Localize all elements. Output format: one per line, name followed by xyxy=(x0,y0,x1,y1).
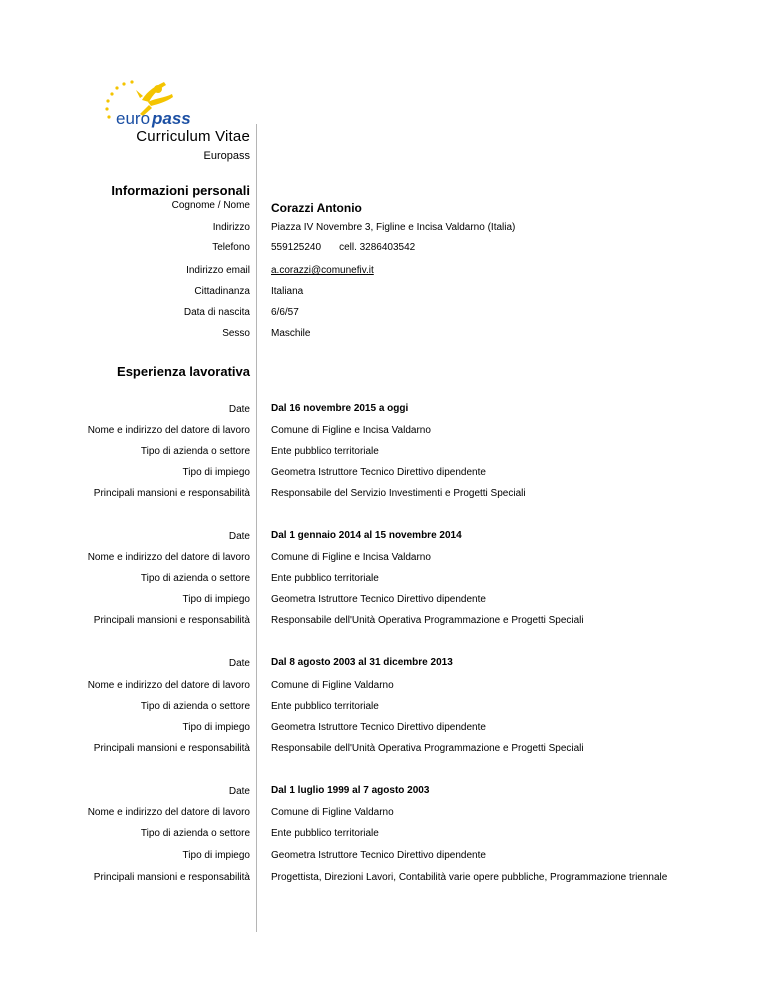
logo-wordmark-euro: euro xyxy=(116,109,151,128)
value-sex: Maschile xyxy=(271,328,311,339)
value-date: Dal 8 agosto 2003 al 31 dicembre 2013 xyxy=(271,657,453,668)
value-duties: Responsabile del Servizio Investimenti e Progetti Speciali xyxy=(271,488,526,499)
label-job-type: Tipo di impiego xyxy=(182,594,250,605)
value-citizenship: Italiana xyxy=(271,286,304,297)
label-employer: Nome e indirizzo del datore di lavoro xyxy=(87,807,250,818)
label-email: Indirizzo email xyxy=(186,265,250,276)
label-address: Indirizzo xyxy=(212,222,250,233)
label-birth: Data di nascita xyxy=(183,307,250,318)
email-link[interactable]: a.corazzi@comunefiv.it xyxy=(271,265,374,276)
label-date: Date xyxy=(228,786,250,797)
label-sector: Tipo di azienda o settore xyxy=(140,446,250,457)
section-title-experience: Esperienza lavorativa xyxy=(117,364,250,379)
value-phone xyxy=(271,242,415,253)
label-phone: Telefono xyxy=(212,242,250,253)
label-duties: Principali mansioni e responsabilità xyxy=(93,743,250,754)
europass-logo-graphic xyxy=(96,72,206,132)
label-date: Date xyxy=(228,404,250,415)
value-address: Piazza IV Novembre 3, Figline e Incisa Valdarno (Italia) xyxy=(271,222,516,233)
label-job-type: Tipo di impiego xyxy=(182,722,250,733)
label-job-type: Tipo di impiego xyxy=(182,850,250,861)
value-duties: Responsabile dell'Unità Operativa Programmazione e Progetti Speciali xyxy=(271,615,584,626)
value-birth: 6/6/57 xyxy=(271,307,299,318)
label-sex: Sesso xyxy=(222,328,250,339)
label-employer: Nome e indirizzo del datore di lavoro xyxy=(87,425,250,436)
value-employer: Comune di Figline Valdarno xyxy=(271,807,394,818)
label-duties: Principali mansioni e responsabilità xyxy=(93,872,250,883)
label-employer: Nome e indirizzo del datore di lavoro xyxy=(87,680,250,691)
europass-logo xyxy=(96,72,206,132)
label-name: Cognome / Nome xyxy=(171,200,250,211)
cv-title: Curriculum Vitae xyxy=(136,128,250,145)
value-job-type: Geometra Istruttore Tecnico Direttivo dipendente xyxy=(271,850,486,861)
label-citizenship: Cittadinanza xyxy=(194,286,250,297)
label-employer: Nome e indirizzo del datore di lavoro xyxy=(87,552,250,563)
value-employer: Comune di Figline e Incisa Valdarno xyxy=(271,425,431,436)
value-date: Dal 1 luglio 1999 al 7 agosto 2003 xyxy=(271,785,430,796)
label-date: Date xyxy=(228,658,250,669)
label-date: Date xyxy=(228,531,250,542)
value-sector: Ente pubblico territoriale xyxy=(271,701,379,712)
value-job-type: Geometra Istruttore Tecnico Direttivo dipendente xyxy=(271,722,486,733)
value-duties: Responsabile dell'Unità Operativa Programmazione e Progetti Speciali xyxy=(271,743,584,754)
label-duties: Principali mansioni e responsabilità xyxy=(93,615,250,626)
phone-number: 559125240 xyxy=(271,242,322,253)
mobile-number: cell. 3286403542 xyxy=(339,242,416,253)
label-job-type: Tipo di impiego xyxy=(182,467,250,478)
label-sector: Tipo di azienda o settore xyxy=(140,573,250,584)
value-job-type: Geometra Istruttore Tecnico Direttivo dipendente xyxy=(271,594,486,605)
value-sector: Ente pubblico territoriale xyxy=(271,573,379,584)
value-date: Dal 1 gennaio 2014 al 15 novembre 2014 xyxy=(271,530,462,541)
cv-subtitle: Europass xyxy=(203,150,250,162)
section-title-personal: Informazioni personali xyxy=(111,183,250,198)
label-duties: Principali mansioni e responsabilità xyxy=(93,488,250,499)
value-sector: Ente pubblico territoriale xyxy=(271,828,379,839)
value-employer: Comune di Figline e Incisa Valdarno xyxy=(271,552,431,563)
column-divider xyxy=(256,124,257,932)
value-job-type: Geometra Istruttore Tecnico Direttivo dipendente xyxy=(271,467,486,478)
value-email xyxy=(271,265,374,276)
value-sector: Ente pubblico territoriale xyxy=(271,446,379,457)
label-sector: Tipo di azienda o settore xyxy=(140,828,250,839)
value-name: Corazzi Antonio xyxy=(271,201,362,215)
logo-wordmark-pass: pass xyxy=(152,109,191,128)
label-sector: Tipo di azienda o settore xyxy=(140,701,250,712)
value-employer: Comune di Figline Valdarno xyxy=(271,680,394,691)
value-date: Dal 16 novembre 2015 a oggi xyxy=(271,403,409,414)
value-duties: Progettista, Direzioni Lavori, Contabilità varie opere pubbliche, Programmazione triennale xyxy=(271,872,668,883)
